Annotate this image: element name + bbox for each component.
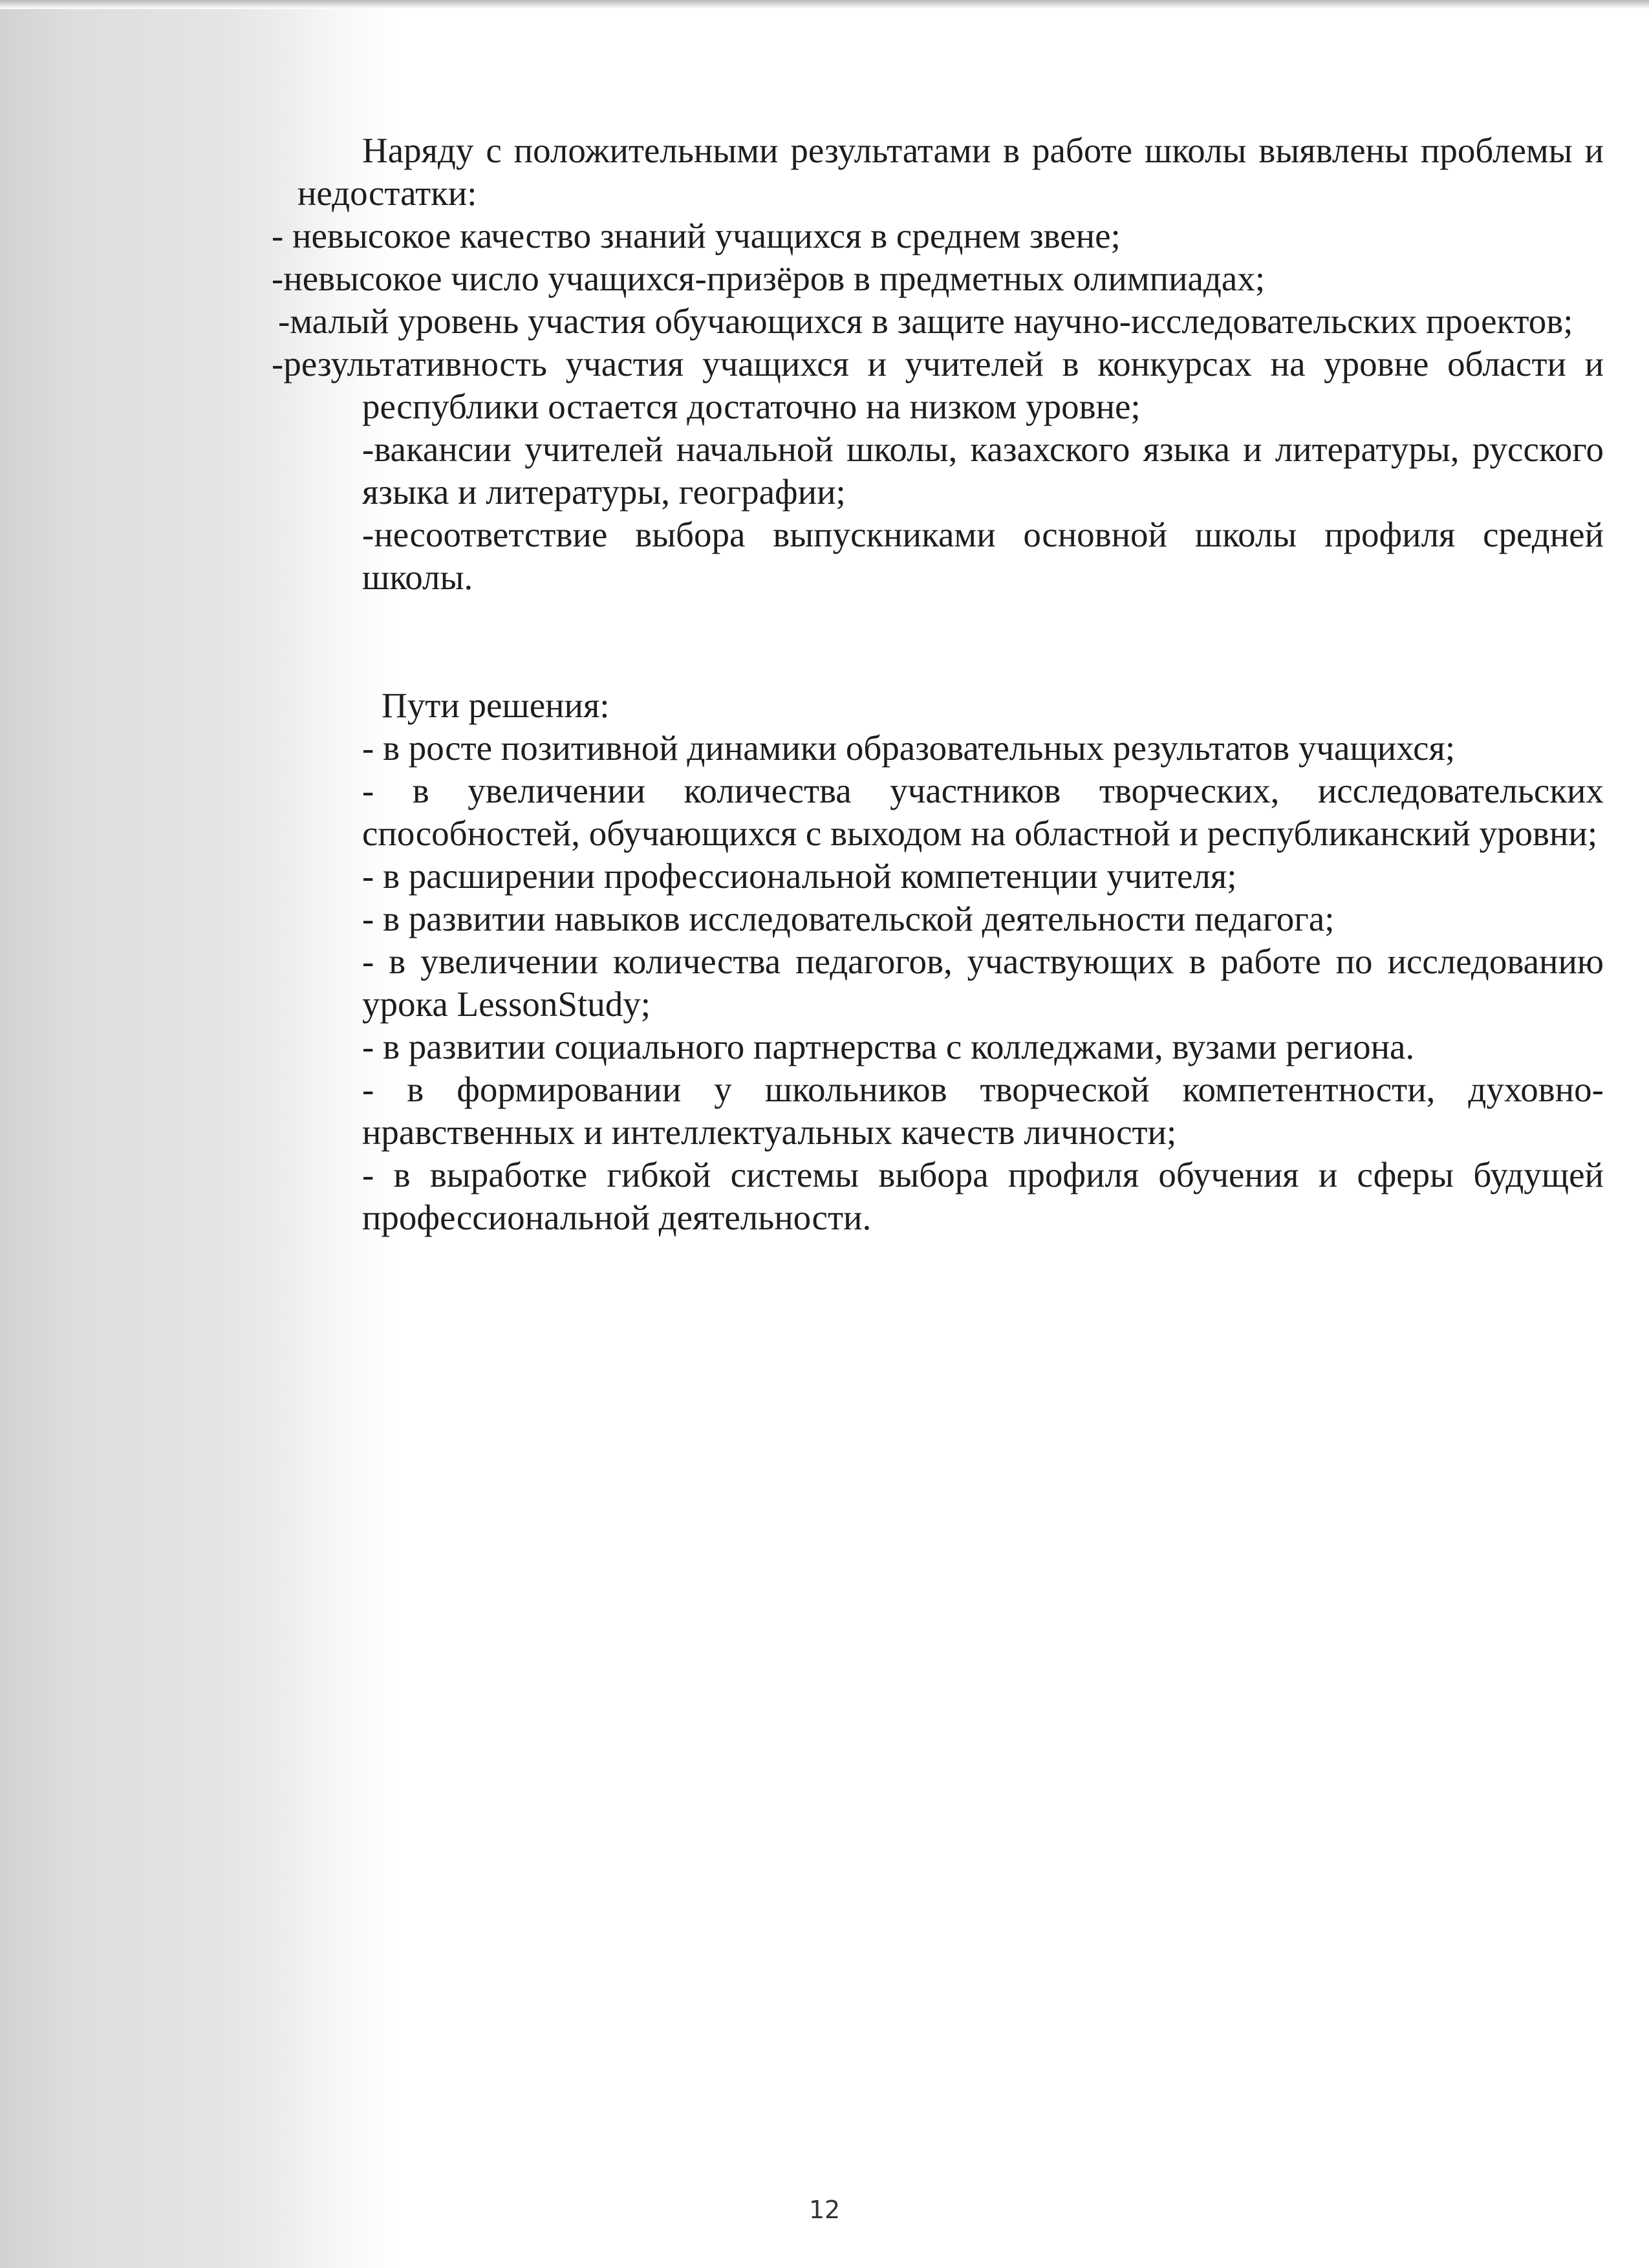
solution-item: - в росте позитивной динамики образовательных результатов учащихся; <box>362 728 1456 768</box>
solution-item: - в выработке гибкой системы выбора профиля обучения и сферы будущей профессиональной деятельности. <box>362 1155 1604 1237</box>
solution-item: - в увеличении количества участников творческих, исследовательских способностей, обучающихся с выходом на областной и республиканский уровни; <box>362 771 1604 853</box>
problem-item: - невысокое качество знаний учащихся в среднем звене; <box>272 216 1121 255</box>
solution-item: - в развитии социального партнерства с колледжами, вузами региона. <box>362 1027 1415 1066</box>
solution-item: - в увеличении количества педагогов, участвующих в работе по исследованию урока LessonStudy; <box>362 942 1604 1024</box>
problem-item: -малый уровень участия обучающихся в защите научно-исследовательских проектов; <box>278 301 1573 341</box>
scan-top-edge <box>0 0 1649 9</box>
problems-list <box>272 215 1604 599</box>
problem-item: -несоответствие выбора выпускниками основной школы профиля средней школы. <box>362 515 1604 597</box>
problem-item: -результативность участия учащихся и учителей в конкурсах на уровне области и республики остается достаточно на низком уровне; <box>272 344 1604 426</box>
section-spacer <box>297 599 1604 684</box>
document-body <box>272 129 1604 1239</box>
solution-item: - в расширении профессиональной компетенции учителя; <box>362 856 1237 896</box>
problem-item: -невысокое число учащихся-призёров в предметных олимпиадах; <box>272 259 1266 298</box>
problem-item: -вакансии учителей начальной школы, казахского языка и литературы, русского языка и литературы, географии; <box>362 429 1604 512</box>
solution-item: - в формировании у школьников творческой компетентности, духовно-нравственных и интеллектуальных качеств личности; <box>362 1070 1604 1152</box>
page-number: 12 <box>808 2196 841 2224</box>
solutions-list <box>297 727 1604 1239</box>
solutions-heading: Пути решения: <box>382 686 610 725</box>
solution-item: - в развитии навыков исследовательской деятельности педагога; <box>362 899 1335 938</box>
intro-paragraph: Наряду с положительными результатами в работе школы выявлены проблемы и недостатки: <box>297 131 1604 213</box>
